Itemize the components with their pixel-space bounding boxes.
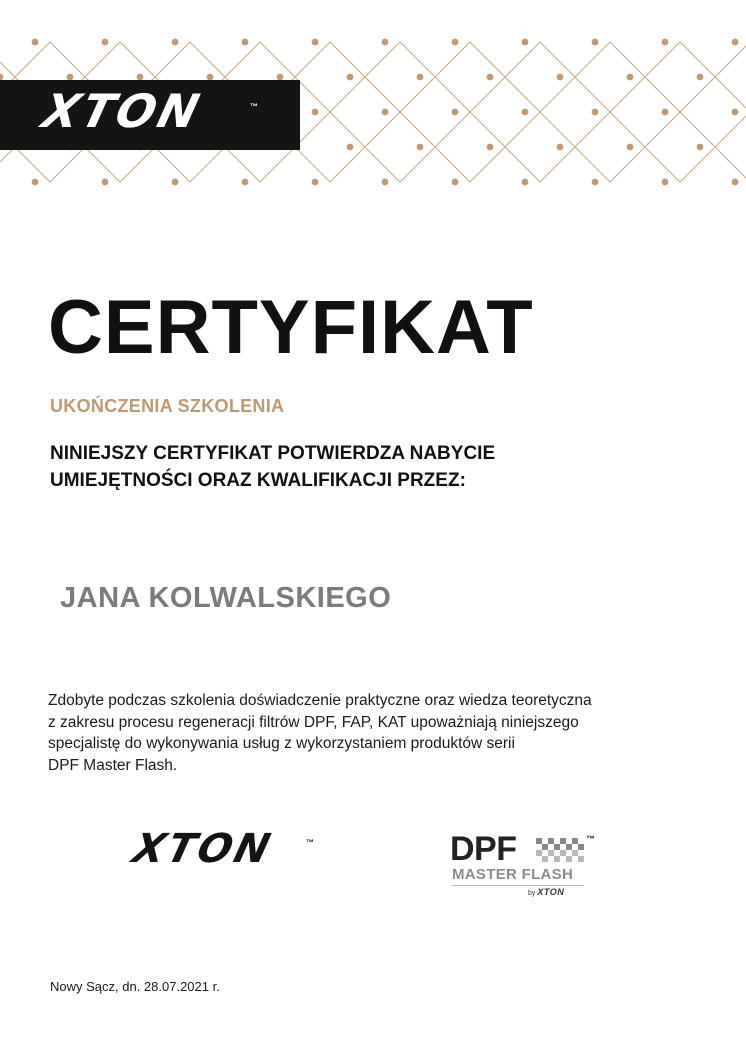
body-line: Zdobyte podczas szkolenia doświadczenie praktyczne oraz wiedza teoretyczna (48, 692, 592, 709)
certificate-body-text (48, 690, 648, 776)
certificate-statement (50, 440, 610, 494)
logo-divider (452, 885, 584, 886)
certificate-subtitle: UKOŃCZENIA SZKOLENIA (50, 396, 285, 416)
by-label: by (528, 890, 536, 897)
checkered-flag-icon (536, 838, 584, 862)
recipient-name: JANA KOLWALSKIEGO (60, 582, 392, 614)
statement-line: UMIEJĘTNOŚCI ORAZ KWALIFIKACJI PRZEZ: (50, 470, 466, 491)
header-logo-bar (0, 80, 300, 150)
statement-line: NINIEJSZY CERTYFIKAT POTWIERDZA NABYCIE (50, 443, 496, 464)
by-xton-label (528, 887, 564, 897)
xton-logo-white: XTON (37, 84, 208, 138)
body-line: DPF Master Flash. (48, 756, 178, 774)
by-brand: XTON (537, 887, 565, 897)
dpf-logo-text: DPF (450, 830, 517, 868)
body-line: z zakresu procesu regeneracji filtrów DPF, FAP, KAT upoważniają niniejszego (48, 713, 579, 731)
trademark-symbol: ™ (250, 102, 258, 111)
place-and-date: Nowy Sącz, dn. 28.07.2021 r. (50, 979, 220, 994)
xton-logo-black: XTON (128, 826, 278, 872)
master-flash-text: MASTER FLASH (452, 866, 574, 883)
certificate-title: CERTYFIKAT (48, 285, 534, 370)
trademark-symbol: ™ (586, 834, 595, 844)
body-line: specjalistę do wykonywania usług z wykorzystaniem produktów serii (48, 735, 515, 752)
dpf-master-flash-logo (450, 832, 610, 896)
trademark-symbol: ™ (306, 838, 314, 847)
